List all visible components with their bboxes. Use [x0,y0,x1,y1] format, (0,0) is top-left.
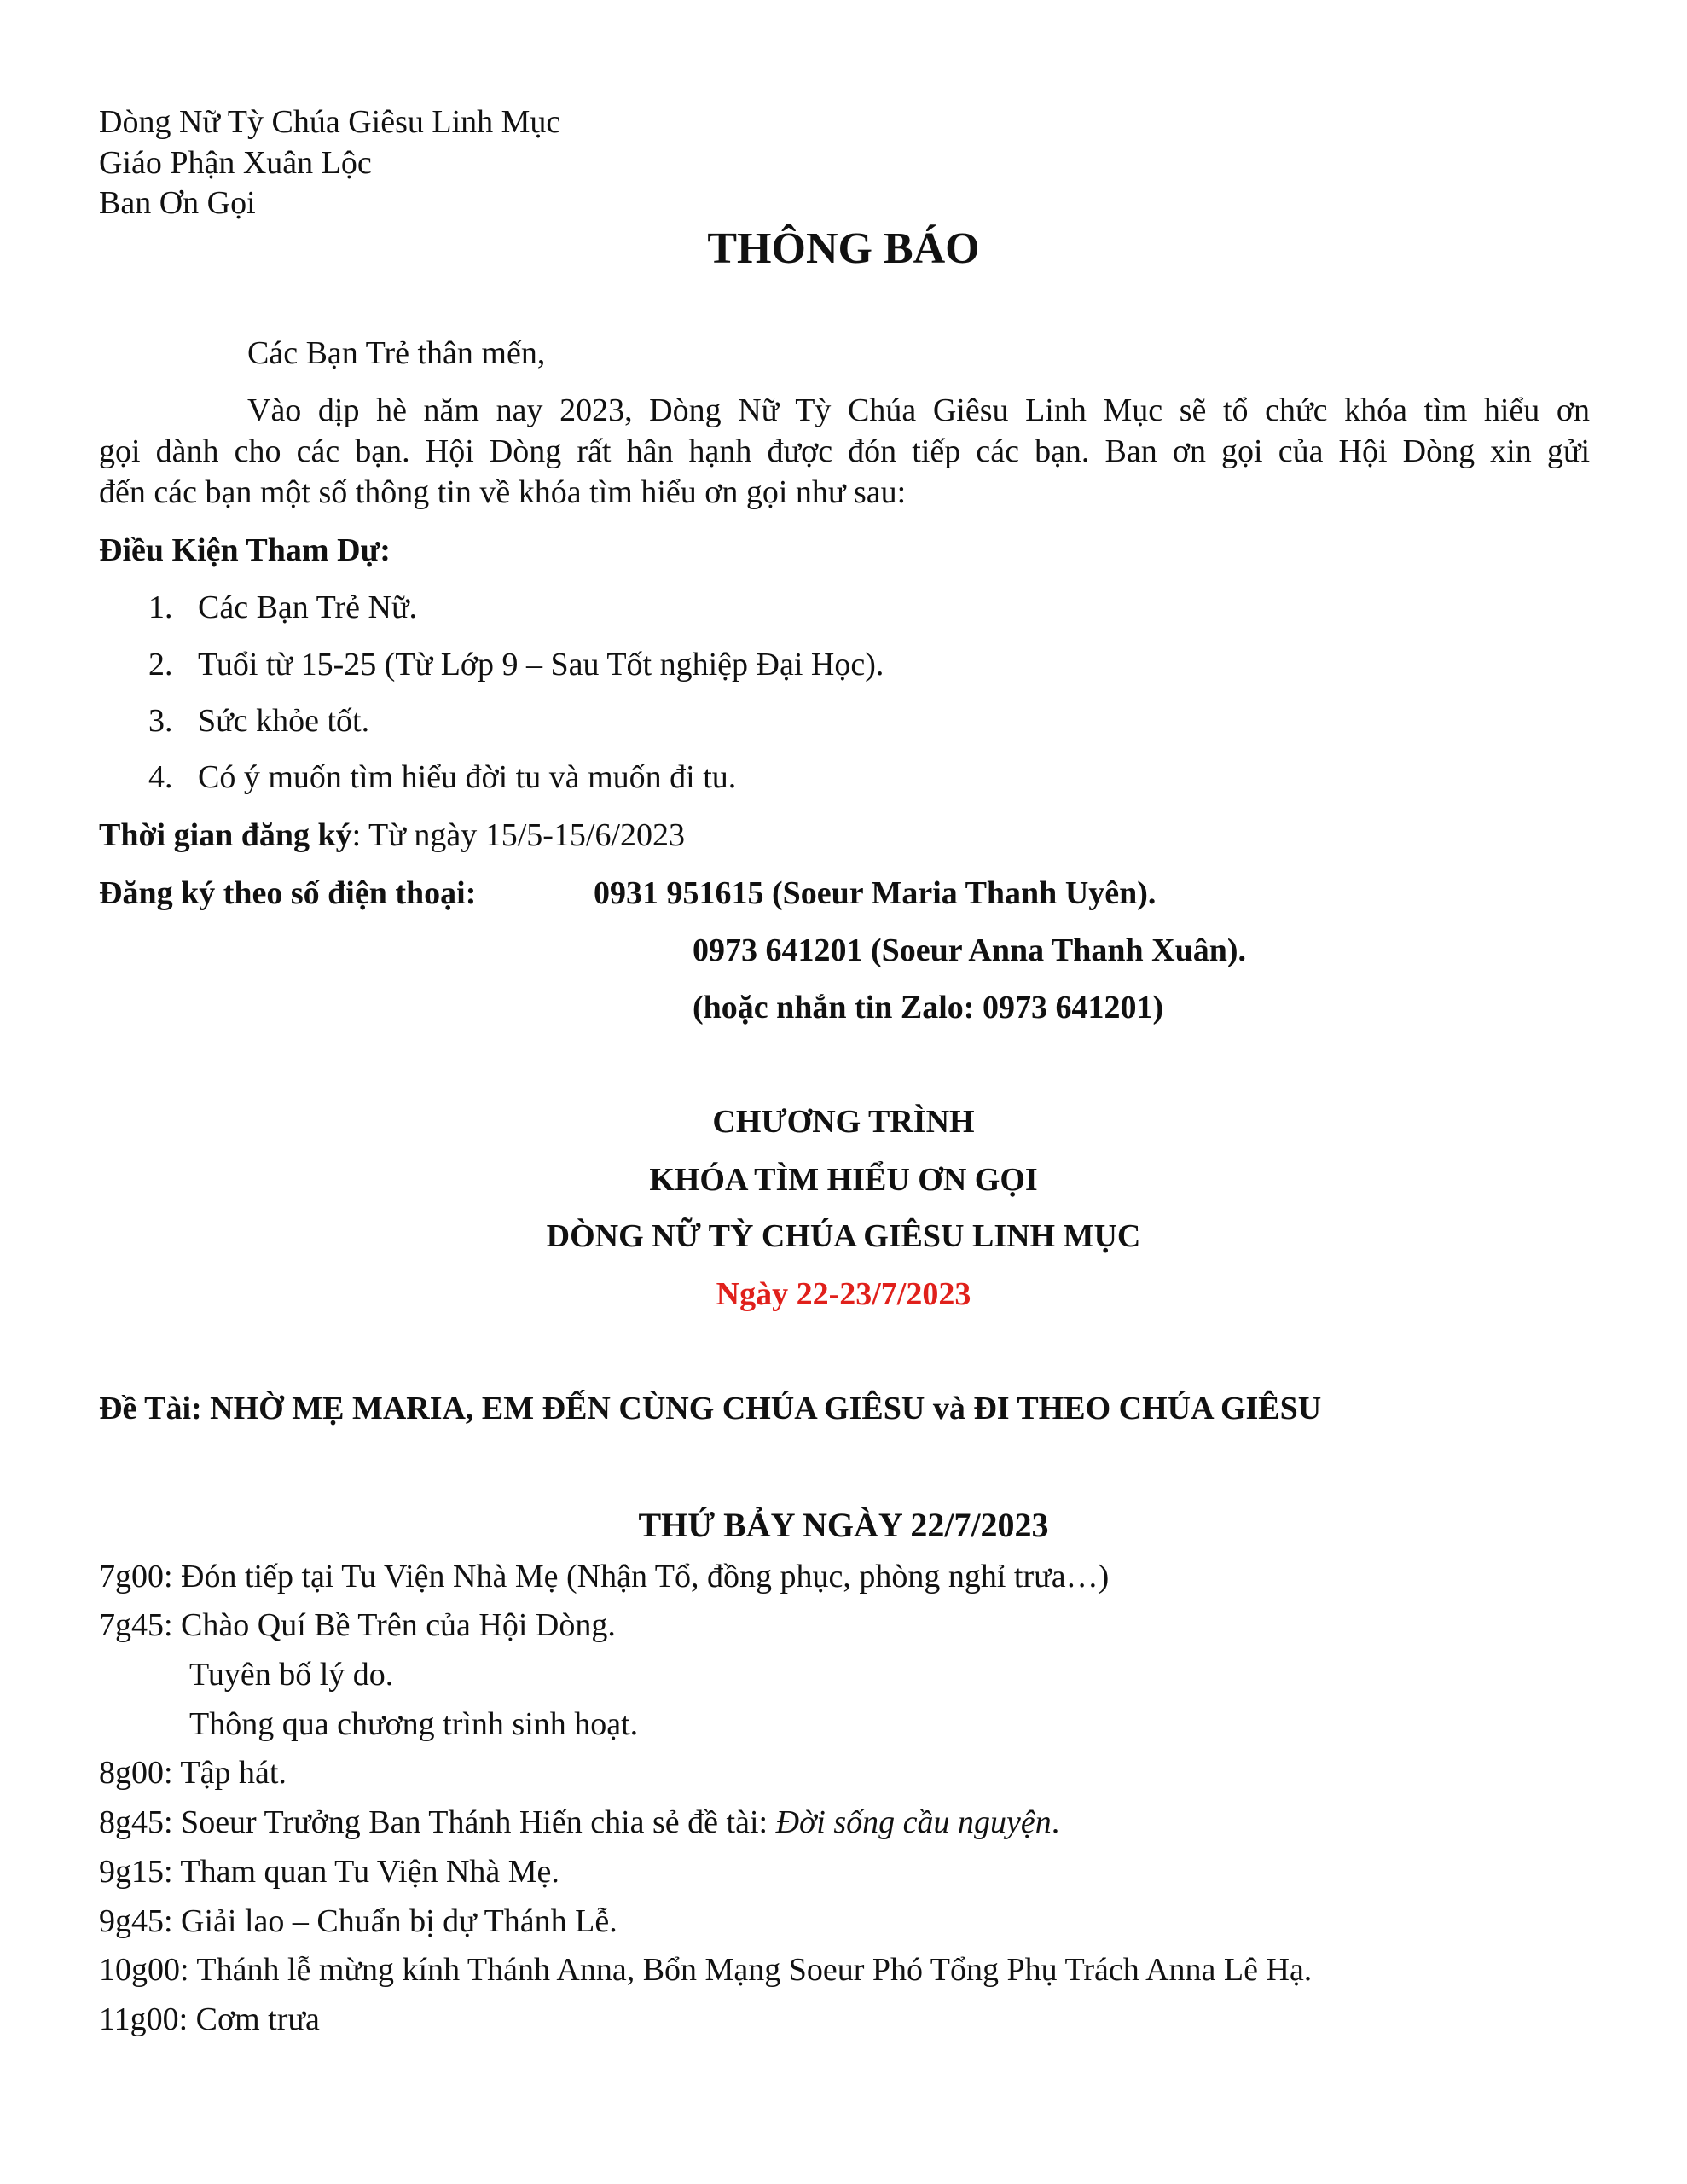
program-theme: Đề Tài: NHỜ MẸ MARIA, EM ĐẾN CÙNG CHÚA GIÊSU và ĐI THEO CHÚA GIÊSU [99,1391,1322,1426]
condition-text: Sức khỏe tốt. [198,703,370,739]
schedule-item: 10g00: Thánh lễ mừng kính Thánh Anna, Bổn Mạng Soeur Phó Tổng Phụ Trách Anna Lê Hạ. [99,1952,1313,1988]
schedule-subitem: Thông qua chương trình sinh hoạt. [189,1706,639,1742]
schedule-item: 7g00: Đón tiếp tại Tu Viện Nhà Mẹ (Nhận Tổ, đồng phục, phòng nghỉ trưa…) [99,1559,1110,1594]
program-title-line-2: KHÓA TÌM HIỂU ƠN GỌI [649,1162,1038,1198]
condition-item [148,648,884,681]
schedule-item-prefix: 8g45: Soeur Trưởng Ban Thánh Hiến chia sẻ đề tài: [99,1804,776,1840]
registration-period-label: Thời gian đăng ký [99,817,352,853]
paragraph-line-3: đến các bạn một số thông tin về khóa tìm hiểu ơn gọi như sau: [99,474,907,510]
registration-phone-label: Đăng ký theo số điện thoại: [99,875,477,911]
registration-phone-1: 0931 951615 (Soeur Maria Thanh Uyên). [594,875,1157,911]
condition-number: 3. [148,703,173,739]
paragraph-line-2: gọi dành cho các bạn. Hội Dòng rất hân hạnh được đón tiếp các bạn. Ban ơn gọi của Hội Dòng xin gửi [99,433,1590,469]
saturday-heading: THỨ BẢY NGÀY 22/7/2023 [638,1506,1049,1544]
condition-item [148,705,369,737]
schedule-item: 8g00: Tập hát. [99,1755,287,1791]
greeting: Các Bạn Trẻ thân mến, [247,335,546,371]
condition-number: 1. [148,590,173,625]
header-line-2: Giáo Phận Xuân Lộc [99,145,372,181]
header-line-3: Ban Ơn Gọi [99,185,256,221]
condition-text: Các Bạn Trẻ Nữ. [198,590,418,625]
program-title-line-3: DÒNG NỮ TỲ CHÚA GIÊSU LINH MỤC [546,1218,1141,1254]
condition-item [148,591,417,624]
condition-text: Tuổi từ 15-25 (Từ Lớp 9 – Sau Tốt nghiệp Đại Học). [198,647,884,682]
condition-number: 4. [148,759,173,795]
schedule-item-suffix: . [1051,1804,1060,1840]
schedule-subitem: Tuyên bố lý do. [189,1657,394,1693]
schedule-item: 7g45: Chào Quí Bề Trên của Hội Dòng. [99,1607,616,1643]
registration-zalo: (hoặc nhắn tin Zalo: 0973 641201) [693,990,1164,1025]
schedule-item-topic: Đời sống cầu nguyện [775,1804,1052,1840]
program-title-line-1: CHƯƠNG TRÌNH [712,1104,975,1140]
schedule-item: 9g15: Tham quan Tu Viện Nhà Mẹ. [99,1854,559,1890]
header-line-1: Dòng Nữ Tỳ Chúa Giêsu Linh Mục [99,104,561,140]
registration-period-value: : Từ ngày 15/5-15/6/2023 [351,817,686,853]
condition-text: Có ý muốn tìm hiểu đời tu và muốn đi tu. [198,759,737,795]
condition-item [148,761,736,793]
program-date: Ngày 22-23/7/2023 [716,1276,971,1312]
schedule-item: 11g00: Cơm trưa [99,2001,320,2037]
condition-number: 2. [148,647,173,682]
schedule-item: 9g45: Giải lao – Chuẩn bị dự Thánh Lễ. [99,1903,617,1939]
conditions-heading: Điều Kiện Tham Dự: [99,532,391,568]
paragraph-line-1: Vào dịp hè năm nay 2023, Dòng Nữ Tỳ Chúa Giêsu Linh Mục sẽ tổ chức khóa tìm hiểu ơn [247,392,1590,428]
registration-phone-2: 0973 641201 (Soeur Anna Thanh Xuân). [693,932,1247,968]
schedule-item [99,1806,1059,1838]
registration-period [99,819,685,851]
notice-title: THÔNG BÁO [707,224,980,273]
